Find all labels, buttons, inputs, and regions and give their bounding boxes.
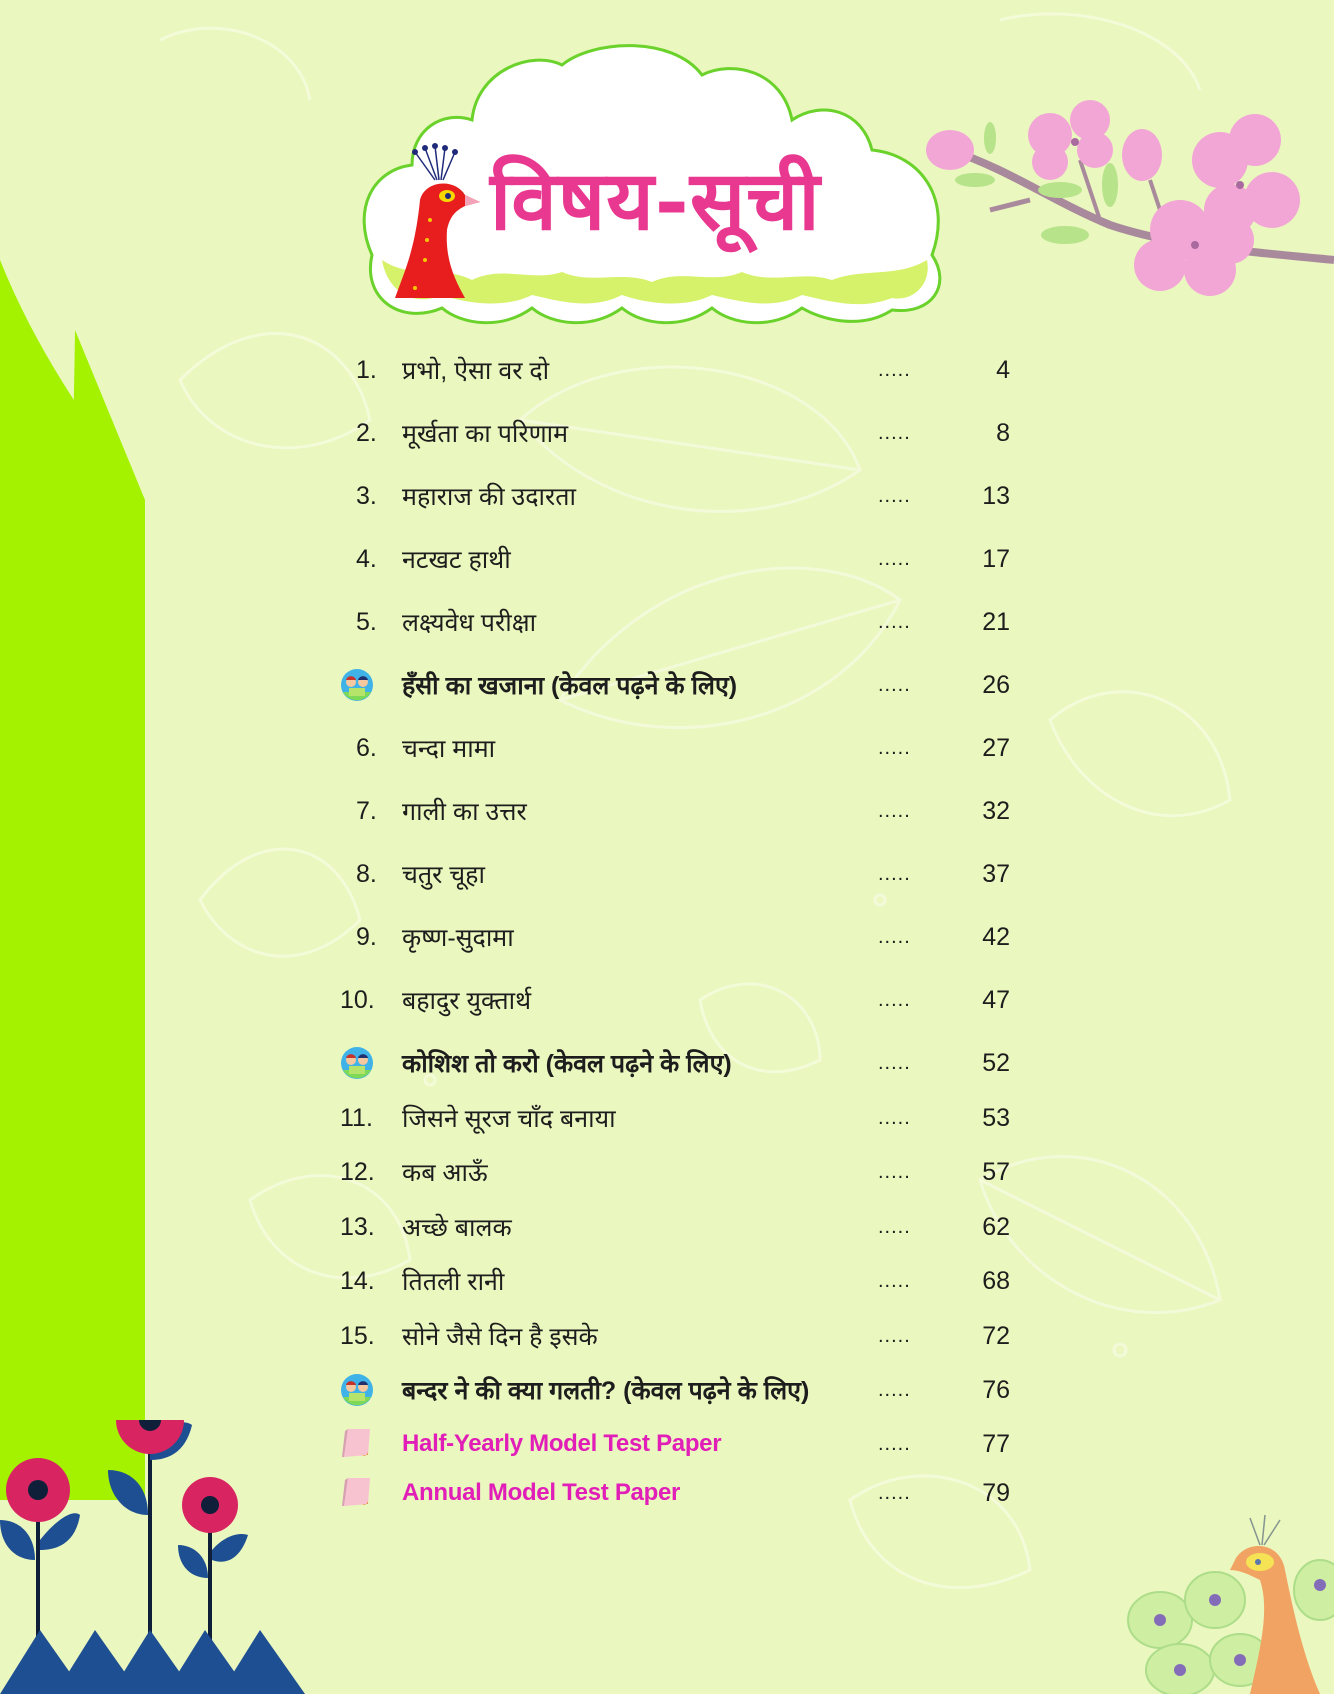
toc-entry[interactable]: [340, 539, 1010, 579]
entry-title: बन्दर ने की क्या गलती? (केवल पढ़ने के लिए): [402, 1377, 810, 1405]
reading-kids-icon: [340, 1046, 402, 1080]
entry-title: प्रभो, ऐसा वर दो: [402, 357, 550, 385]
entry-page: 42: [982, 922, 1010, 951]
entry-title: मूर्खता का परिणाम: [402, 420, 569, 448]
entry-number: 3.: [356, 481, 377, 510]
toc-entry[interactable]: [340, 1207, 1010, 1247]
toc-entry[interactable]: [340, 1152, 1010, 1192]
toc-entry[interactable]: [340, 476, 1010, 516]
leader-dots: .....: [878, 1324, 911, 1347]
leader-dots: .....: [878, 1051, 911, 1074]
entry-page: 77: [982, 1429, 1010, 1458]
leader-dots: .....: [878, 421, 911, 444]
leader-dots: .....: [878, 610, 911, 633]
entry-number: 5.: [356, 607, 377, 636]
entry-number: 10.: [340, 985, 375, 1014]
leader-dots: .....: [878, 925, 911, 948]
entry-page: 72: [982, 1321, 1010, 1350]
entry-number: 9.: [356, 922, 377, 951]
entry-title: कब आऊँ: [402, 1159, 488, 1187]
toc-entry-test-paper[interactable]: [340, 1473, 1010, 1513]
cherry-blossom-branch: [910, 90, 1334, 300]
entry-title: नटखट हाथी: [402, 546, 511, 574]
entry-title: चन्दा मामा: [402, 735, 496, 763]
toc-entry[interactable]: [340, 1098, 1010, 1138]
entry-title: महाराज की उदारता: [402, 483, 576, 511]
toc-entry[interactable]: [340, 1261, 1010, 1301]
leader-dots: .....: [878, 547, 911, 570]
entry-page: 62: [982, 1212, 1010, 1241]
entry-title: तितली रानी: [402, 1268, 505, 1296]
entry-page: 4: [996, 355, 1010, 384]
entry-page: 13: [982, 481, 1010, 510]
entry-number: 14.: [340, 1266, 375, 1295]
leader-dots: .....: [878, 736, 911, 759]
toc-entry-reading[interactable]: [340, 1370, 1010, 1410]
entry-number: 13.: [340, 1212, 375, 1241]
entry-title: जिसने सूरज चाँद बनाया: [402, 1105, 616, 1133]
toc-entry[interactable]: [340, 413, 1010, 453]
entry-page: 26: [982, 670, 1010, 699]
entry-page: 27: [982, 733, 1010, 762]
leader-dots: .....: [878, 1215, 911, 1238]
toc-entry[interactable]: [340, 1316, 1010, 1356]
leader-dots: .....: [878, 673, 911, 696]
entry-number: 6.: [356, 733, 377, 762]
toc-entry-reading[interactable]: [340, 665, 1010, 705]
entry-number: 1.: [356, 355, 377, 384]
entry-page: 8: [996, 418, 1010, 447]
entry-title: हँसी का खजाना (केवल पढ़ने के लिए): [402, 672, 738, 700]
entry-title: Annual Model Test Paper: [402, 1479, 681, 1506]
entry-title: बहादुर युक्तार्थ: [402, 987, 532, 1015]
entry-page: 47: [982, 985, 1010, 1014]
leader-dots: .....: [878, 484, 911, 507]
leader-dots: .....: [878, 1432, 911, 1455]
peacock-head-icon: [385, 140, 495, 300]
leader-dots: .....: [878, 1378, 911, 1401]
entry-number: 2.: [356, 418, 377, 447]
entry-title: अच्छे बालक: [402, 1214, 512, 1242]
leader-dots: .....: [878, 1481, 911, 1504]
entry-title: सोने जैसे दिन है इसके: [402, 1323, 598, 1351]
entry-title: Half-Yearly Model Test Paper: [402, 1430, 722, 1457]
toc-entry[interactable]: [340, 602, 1010, 642]
entry-number: 4.: [356, 544, 377, 573]
leader-dots: .....: [878, 1106, 911, 1129]
entry-number: 15.: [340, 1321, 375, 1350]
leader-dots: .....: [878, 799, 911, 822]
leader-dots: .....: [878, 988, 911, 1011]
entry-page: 79: [982, 1478, 1010, 1507]
entry-title: कृष्ण-सुदामा: [402, 924, 514, 952]
entry-number: 12.: [340, 1157, 375, 1186]
reading-kids-icon: [340, 668, 402, 702]
note-paper-icon: [340, 1427, 402, 1461]
entry-title: चतुर चूहा: [402, 861, 485, 889]
toc-entry[interactable]: [340, 791, 1010, 831]
toc-entry-reading[interactable]: [340, 1043, 1010, 1083]
peacock-decoration: [1120, 1470, 1334, 1694]
entry-page: 17: [982, 544, 1010, 573]
entry-page: 37: [982, 859, 1010, 888]
entry-number: 7.: [356, 796, 377, 825]
entry-page: 76: [982, 1375, 1010, 1404]
flowers-decoration: [0, 1420, 340, 1694]
toc-entry[interactable]: [340, 980, 1010, 1020]
entry-page: 32: [982, 796, 1010, 825]
entry-title: गाली का उत्तर: [402, 798, 527, 826]
leader-dots: .....: [878, 1269, 911, 1292]
entry-number: 11.: [340, 1103, 373, 1132]
reading-kids-icon: [340, 1373, 402, 1407]
entry-page: 21: [982, 607, 1010, 636]
entry-title: लक्ष्यवेध परीक्षा: [402, 609, 537, 637]
entry-title: कोशिश तो करो (केवल पढ़ने के लिए): [402, 1050, 732, 1078]
toc-entry[interactable]: [340, 854, 1010, 894]
toc-entry[interactable]: [340, 728, 1010, 768]
entry-page: 57: [982, 1157, 1010, 1186]
toc-entry-test-paper[interactable]: [340, 1424, 1010, 1464]
toc-entry[interactable]: [340, 350, 1010, 390]
note-paper-icon: [340, 1476, 402, 1510]
leader-dots: .....: [878, 358, 911, 381]
toc-entry[interactable]: [340, 917, 1010, 957]
entry-page: 53: [982, 1103, 1010, 1132]
page-title: विषय-सूची: [490, 153, 821, 249]
entry-number: 8.: [356, 859, 377, 888]
entry-page: 52: [982, 1048, 1010, 1077]
leader-dots: .....: [878, 862, 911, 885]
leader-dots: .....: [878, 1160, 911, 1183]
entry-page: 68: [982, 1266, 1010, 1295]
